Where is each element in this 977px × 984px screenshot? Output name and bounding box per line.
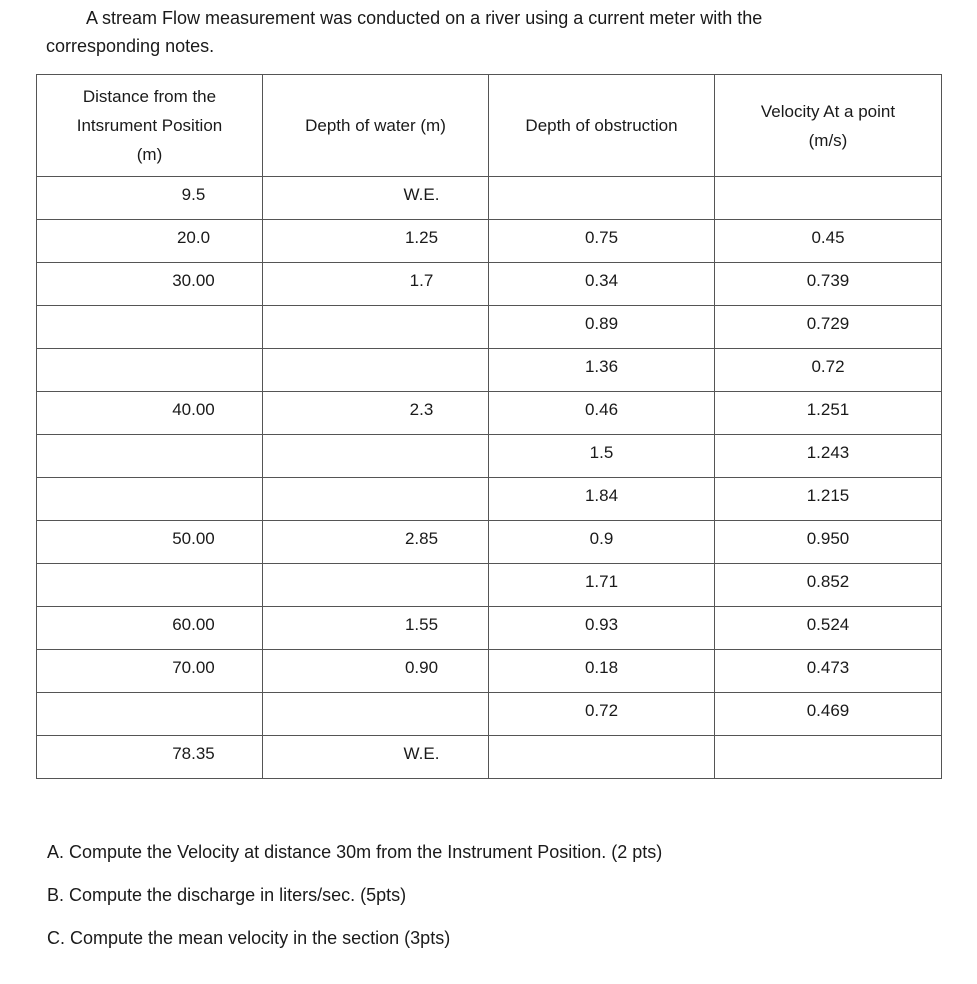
depth-obstruction-cell: 1.71	[489, 564, 715, 607]
table-row	[37, 693, 942, 736]
velocity-cell: 0.469	[715, 693, 942, 736]
table-row	[37, 435, 942, 478]
table-row	[37, 736, 942, 779]
table-row	[37, 521, 942, 564]
depth-water-cell	[263, 693, 489, 736]
depth-obstruction-cell: 0.18	[489, 650, 715, 693]
table-row	[37, 478, 942, 521]
questions-list	[47, 836, 662, 965]
depth-obstruction-cell: 0.75	[489, 220, 715, 263]
depth-water-cell: 2.85	[263, 521, 489, 564]
distance-cell	[37, 478, 263, 521]
distance-cell	[37, 349, 263, 392]
depth-obstruction-cell	[489, 177, 715, 220]
depth-water-cell: 1.7	[263, 263, 489, 306]
header-depth-of-water: Depth of water (m)	[263, 75, 489, 177]
header-distance: Distance from the Intsrument Position (m)	[37, 75, 263, 177]
header-velocity: Velocity At a point (m/s)	[715, 75, 942, 177]
depth-obstruction-cell: 1.5	[489, 435, 715, 478]
table-row	[37, 650, 942, 693]
table-header-row	[37, 75, 942, 177]
intro-line-1: A stream Flow measurement was conducted on a river using a current meter with the	[86, 8, 763, 28]
distance-cell	[37, 564, 263, 607]
depth-water-cell: W.E.	[263, 736, 489, 779]
depth-obstruction-cell: 0.46	[489, 392, 715, 435]
depth-water-cell	[263, 349, 489, 392]
measurement-notes-table	[36, 74, 942, 779]
depth-water-cell: 0.90	[263, 650, 489, 693]
depth-obstruction-cell: 0.34	[489, 263, 715, 306]
depth-water-cell: 2.3	[263, 392, 489, 435]
depth-obstruction-cell: 1.84	[489, 478, 715, 521]
table-row	[37, 306, 942, 349]
distance-cell: 60.00	[37, 607, 263, 650]
velocity-cell: 0.473	[715, 650, 942, 693]
velocity-cell: 1.215	[715, 478, 942, 521]
depth-obstruction-cell: 0.9	[489, 521, 715, 564]
distance-cell: 78.35	[37, 736, 263, 779]
distance-cell: 40.00	[37, 392, 263, 435]
velocity-cell: 0.524	[715, 607, 942, 650]
table-row	[37, 349, 942, 392]
velocity-cell	[715, 736, 942, 779]
velocity-cell: 0.729	[715, 306, 942, 349]
intro-line-2: corresponding notes.	[46, 36, 215, 56]
table-body	[37, 177, 942, 779]
distance-cell: 50.00	[37, 521, 263, 564]
table-row	[37, 564, 942, 607]
question-a: A. Compute the Velocity at distance 30m from the Instrument Position. (2 pts)	[47, 842, 663, 862]
header-depth-of-obstruction: Depth of obstruction	[489, 75, 715, 177]
velocity-cell: 1.243	[715, 435, 942, 478]
table-row	[37, 220, 942, 263]
depth-obstruction-cell: 1.36	[489, 349, 715, 392]
table-row	[37, 177, 942, 220]
depth-water-cell	[263, 435, 489, 478]
depth-water-cell	[263, 478, 489, 521]
distance-cell: 30.00	[37, 263, 263, 306]
table-row	[37, 392, 942, 435]
question-c: C. Compute the mean velocity in the section (3pts)	[47, 928, 451, 948]
velocity-cell: 0.739	[715, 263, 942, 306]
problem-statement	[46, 4, 946, 60]
depth-water-cell	[263, 306, 489, 349]
depth-obstruction-cell: 0.72	[489, 693, 715, 736]
distance-cell: 20.0	[37, 220, 263, 263]
distance-cell: 9.5	[37, 177, 263, 220]
distance-cell	[37, 435, 263, 478]
depth-water-cell	[263, 564, 489, 607]
depth-obstruction-cell: 0.93	[489, 607, 715, 650]
table-row	[37, 607, 942, 650]
depth-water-cell: 1.55	[263, 607, 489, 650]
distance-cell	[37, 306, 263, 349]
table-row	[37, 263, 942, 306]
velocity-cell: 0.950	[715, 521, 942, 564]
distance-cell: 70.00	[37, 650, 263, 693]
velocity-cell	[715, 177, 942, 220]
depth-water-cell: W.E.	[263, 177, 489, 220]
depth-obstruction-cell: 0.89	[489, 306, 715, 349]
depth-obstruction-cell	[489, 736, 715, 779]
distance-cell	[37, 693, 263, 736]
velocity-cell: 0.45	[715, 220, 942, 263]
velocity-cell: 1.251	[715, 392, 942, 435]
velocity-cell: 0.72	[715, 349, 942, 392]
question-b: B. Compute the discharge in liters/sec. (5pts)	[47, 885, 407, 905]
velocity-cell: 0.852	[715, 564, 942, 607]
depth-water-cell: 1.25	[263, 220, 489, 263]
